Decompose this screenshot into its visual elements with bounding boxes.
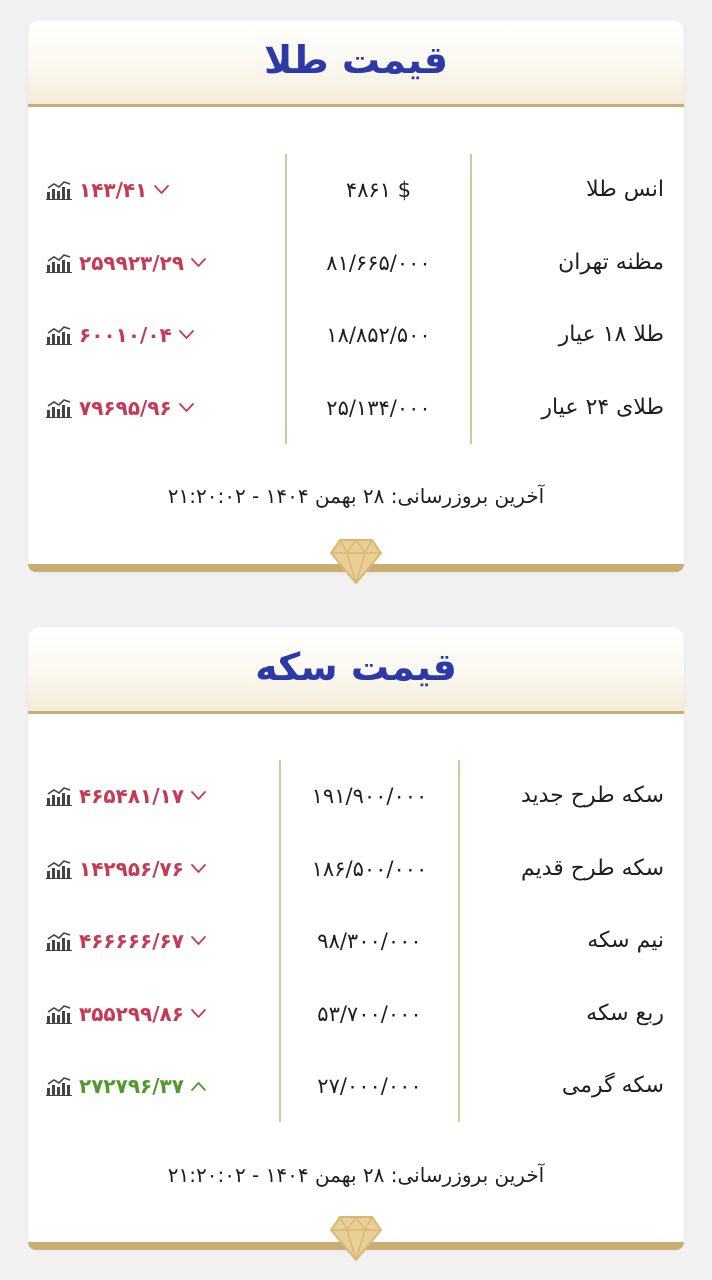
chevron-down-icon — [191, 1009, 206, 1019]
item-price: ۴۸۶۱ $ — [345, 178, 412, 202]
gold-card-header — [28, 20, 684, 107]
change-value: ۶۰۰۱۰/۰۴ — [79, 323, 172, 347]
change-value: ۲۷۲۷۹۶/۳۷ — [79, 1074, 184, 1098]
chevron-down-icon — [179, 403, 194, 413]
bar-chart-icon[interactable] — [46, 786, 73, 806]
bar-chart-icon[interactable] — [46, 253, 73, 273]
gold-card-title: قیمت طلا — [264, 38, 448, 82]
chevron-down-icon — [191, 791, 206, 801]
chevron-down-icon — [154, 185, 169, 195]
change-value: ۴۶۵۴۸۱/۱۷ — [79, 784, 184, 808]
price-row — [28, 243, 684, 283]
item-name: مظنه تهران — [558, 249, 664, 275]
item-price: ۱۸/۸۵۲/۵۰۰ — [326, 323, 431, 347]
chevron-up-icon — [191, 1081, 206, 1091]
item-price: ۵۳/۷۰۰/۰۰۰ — [317, 1001, 422, 1026]
item-name: طلای ۲۴ عیار — [541, 394, 664, 420]
item-price: ۹۸/۳۰۰/۰۰۰ — [317, 929, 422, 953]
gold-last-update: آخرین بروزرسانی: ۲۸ بهمن ۱۴۰۴ - ۲۱:۲۰:۰۲ — [167, 484, 545, 508]
item-price: ۱۹۱/۹۰۰/۰۰۰ — [311, 784, 428, 808]
item-name: انس طلا — [586, 177, 664, 202]
item-price: ۸۱/۶۶۵/۰۰۰ — [326, 250, 431, 275]
change-value: ۱۴۳/۴۱ — [79, 178, 148, 202]
coin-card-title: قیمت سکه — [255, 645, 457, 689]
price-row — [28, 776, 684, 816]
bar-chart-icon[interactable] — [46, 180, 73, 200]
bar-chart-icon[interactable] — [46, 931, 73, 951]
change-value: ۷۹۶۹۵/۹۶ — [79, 395, 172, 420]
price-row — [28, 849, 684, 889]
item-name: طلا ۱۸ عیار — [558, 322, 664, 347]
price-row — [28, 315, 684, 355]
item-price: ۲۵/۱۳۴/۰۰۰ — [326, 395, 431, 420]
gold-price-card — [28, 20, 684, 572]
chevron-down-icon — [191, 258, 206, 268]
price-row — [28, 994, 684, 1034]
price-row — [28, 388, 684, 428]
change-value: ۴۶۶۶۶۶/۶۷ — [79, 929, 184, 953]
bar-chart-icon[interactable] — [46, 398, 73, 418]
chevron-down-icon — [191, 936, 206, 946]
item-price: ۲۷/۰۰۰/۰۰۰ — [317, 1074, 422, 1098]
coin-price-card — [28, 627, 684, 1250]
change-value: ۲۵۹۹۲۳/۲۹ — [79, 250, 184, 275]
item-name: نیم سکه — [587, 928, 664, 953]
price-change — [46, 776, 206, 816]
coin-last-update: آخرین بروزرسانی: ۲۸ بهمن ۱۴۰۴ - ۲۱:۲۰:۰۲ — [167, 1163, 545, 1187]
price-change — [46, 921, 206, 961]
bar-chart-icon[interactable] — [46, 1004, 73, 1024]
price-change — [46, 994, 206, 1034]
price-row — [28, 170, 684, 210]
price-change — [46, 315, 194, 355]
coin-card-header — [28, 627, 684, 714]
price-row — [28, 1066, 684, 1106]
item-name: سکه طرح جدید — [520, 783, 664, 808]
change-value: ۱۴۲۹۵۶/۷۶ — [79, 856, 184, 881]
bar-chart-icon[interactable] — [46, 859, 73, 879]
bar-chart-icon[interactable] — [46, 1076, 73, 1096]
item-name: سکه گرمی — [561, 1073, 664, 1098]
price-change — [46, 1066, 206, 1106]
price-change — [46, 243, 206, 283]
item-price: ۱۸۶/۵۰۰/۰۰۰ — [311, 856, 428, 881]
chevron-down-icon — [191, 864, 206, 874]
bar-chart-icon[interactable] — [46, 325, 73, 345]
chevron-down-icon — [179, 330, 194, 340]
item-name: ربع سکه — [586, 1000, 664, 1026]
diamond-icon — [330, 538, 382, 584]
price-change — [46, 388, 194, 428]
price-row — [28, 921, 684, 961]
price-change — [46, 170, 169, 210]
item-name: سکه طرح قدیم — [520, 855, 664, 881]
price-change — [46, 849, 206, 889]
diamond-icon — [330, 1215, 382, 1261]
change-value: ۳۵۵۲۹۹/۸۶ — [79, 1001, 184, 1026]
